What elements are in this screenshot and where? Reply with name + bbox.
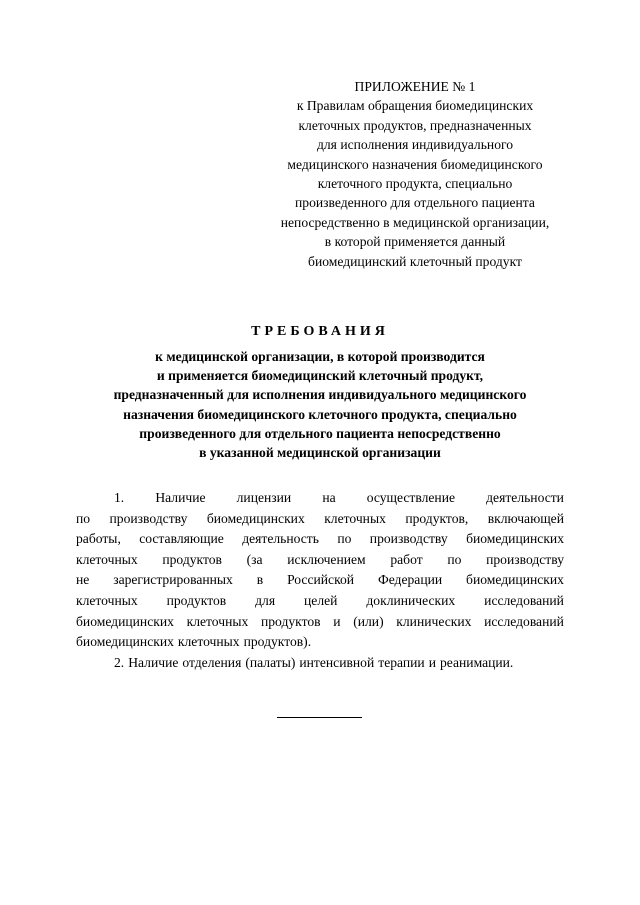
word: продуктов: [166, 592, 227, 608]
word: по: [337, 531, 352, 547]
word: биомедицинских: [466, 531, 564, 547]
word: интенсивной: [299, 654, 375, 670]
requirements-body: [76, 488, 564, 673]
word: исследований: [484, 592, 564, 608]
appendix-line: произведенного для отдельного пациента: [295, 195, 535, 211]
word: (палаты): [245, 654, 296, 670]
word: биомедицинских: [76, 634, 174, 650]
word: для: [255, 592, 276, 608]
word: и: [333, 613, 341, 629]
word: клеточных: [76, 551, 138, 567]
item-1-line: [76, 591, 564, 612]
word: включающей: [487, 510, 564, 526]
word: отделения: [182, 654, 242, 670]
appendix-line: биомедицинский клеточный продукт: [308, 253, 522, 269]
appendix-line: медицинского назначения биомедицинского: [287, 156, 543, 172]
appendix-line: в которой применяется данный: [324, 234, 506, 250]
word: исключением: [287, 551, 366, 567]
word: производству: [109, 510, 188, 526]
word: продуктов).: [243, 634, 312, 650]
appendix-line: для исполнения индивидуального: [316, 137, 514, 153]
word: клеточных: [177, 634, 240, 650]
appendix-line: клеточного продукта, специально: [317, 176, 513, 192]
item-1-line: [76, 570, 564, 591]
word: лицензии: [236, 490, 292, 505]
word: 2.: [114, 654, 125, 670]
word: работы,: [76, 531, 121, 547]
word: по: [76, 510, 91, 526]
word: по: [447, 551, 462, 567]
appendix-line: непосредственно в медицинской организации,: [280, 214, 550, 230]
word: биомедицинских: [206, 510, 305, 526]
appendix-line: к Правилам обращения биомедицинских: [296, 98, 534, 114]
word: деятельности: [486, 490, 564, 505]
closing-rule: [277, 717, 362, 718]
subtitle-line: предназначенный для исполнения индивидуального медицинского: [113, 387, 527, 403]
appendix-line: ПРИЛОЖЕНИЕ № 1: [354, 79, 476, 94]
word: терапии: [378, 654, 425, 670]
item-1-line: [76, 529, 564, 550]
word: Наличие: [155, 490, 206, 505]
word: работ: [390, 551, 423, 567]
word: доклинических: [366, 592, 456, 608]
subtitle-line: и применяется биомедицинский клеточный продукт,: [156, 368, 484, 384]
word: Федерации: [377, 572, 443, 588]
subtitle-line: назначения биомедицинского клеточного продукта, специально: [123, 406, 517, 422]
word: Наличие: [128, 654, 179, 670]
word: клеточных: [186, 613, 249, 629]
item-1-line: [76, 550, 564, 571]
item-2-line: [76, 653, 564, 674]
word: продуктов: [162, 551, 222, 567]
word: осуществление: [366, 490, 456, 505]
appendix-header: [260, 77, 570, 271]
word: деятельность: [242, 531, 319, 547]
subtitle-line: произведенного для отдельного пациента непосредственно: [139, 425, 501, 441]
word: исследований: [484, 613, 564, 629]
word: биомедицинских: [76, 613, 174, 629]
document-title: ТРЕБОВАНИЯ: [251, 324, 389, 339]
word: (за: [246, 551, 263, 567]
word: реанимации.: [439, 654, 514, 670]
word: продуктов: [260, 613, 321, 629]
word: не: [76, 572, 90, 588]
word: клеточных: [76, 592, 138, 608]
document-subtitle: [40, 347, 600, 462]
word: целей: [304, 592, 338, 608]
word: биомедицинских: [466, 572, 564, 588]
word: составляющие: [139, 531, 224, 547]
item-1-line: [76, 632, 564, 653]
item-1-line: [76, 509, 564, 530]
item-1-line: [76, 488, 564, 509]
subtitle-line: к медицинской организации, в которой производится: [155, 349, 485, 364]
item-1-line: [76, 612, 564, 633]
word: клинических: [396, 613, 472, 629]
word: производству: [486, 551, 564, 567]
word: 1.: [114, 490, 125, 505]
word: Российской: [287, 572, 355, 588]
word: клеточных: [324, 510, 386, 526]
word: производству: [369, 531, 448, 547]
subtitle-line: в указанной медицинской организации: [199, 445, 441, 461]
word: зарегистрированных: [113, 572, 233, 588]
word: в: [256, 572, 264, 588]
word: на: [322, 490, 336, 505]
word: (или): [353, 613, 384, 629]
word: продуктов,: [405, 510, 469, 526]
appendix-line: клеточных продуктов, предназначенных: [298, 117, 532, 133]
word: и: [428, 654, 436, 670]
